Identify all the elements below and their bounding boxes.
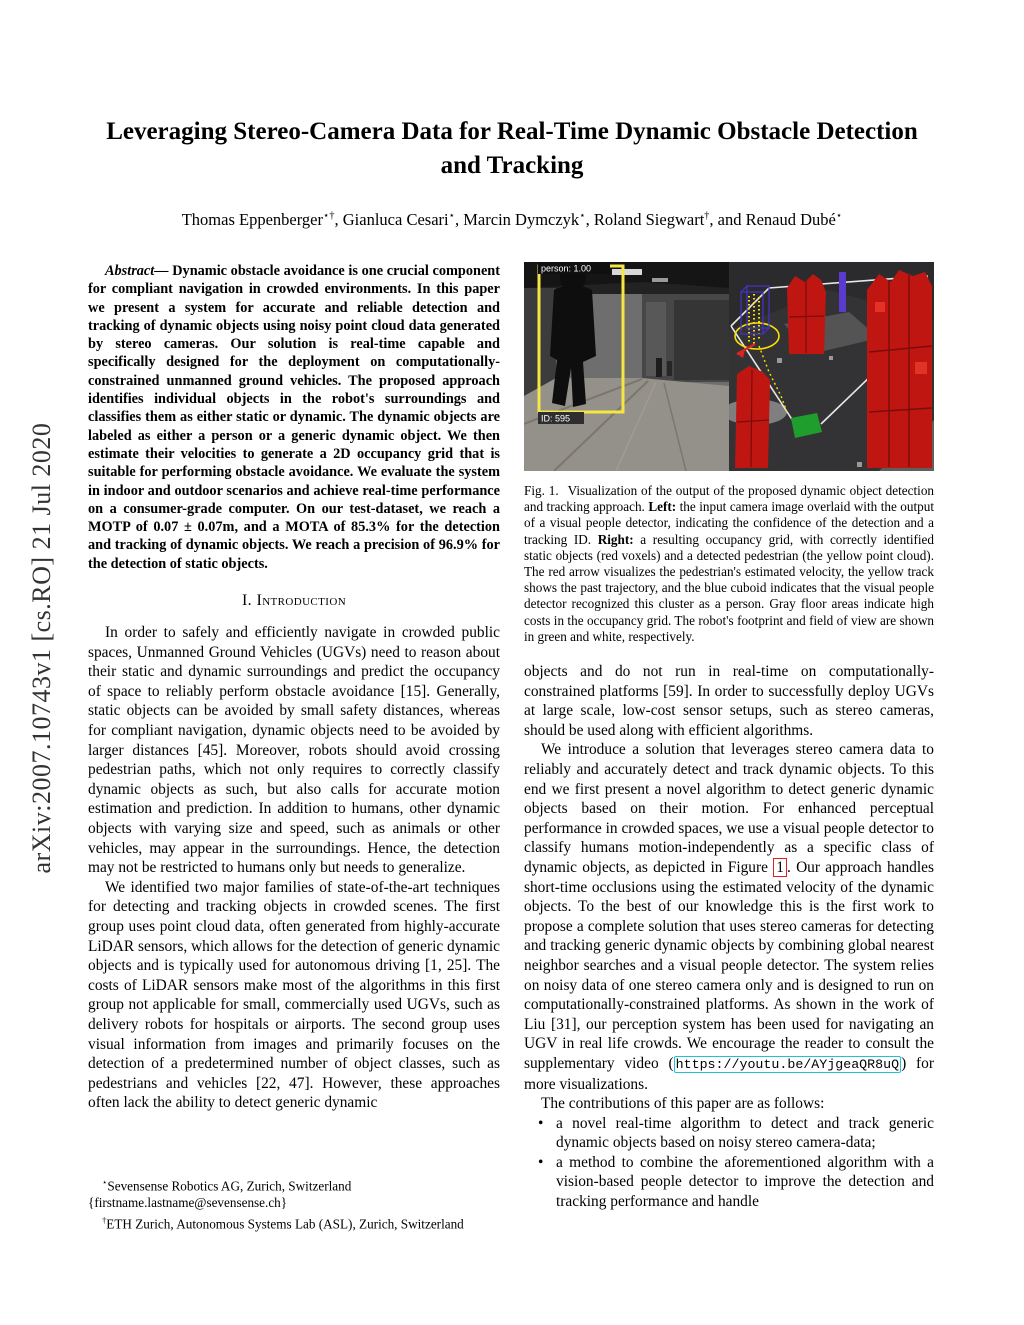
paragraph-text: We introduce a solution that leverages stereo camera data to reliably and accurately detect and track dynamic objects. To this end we first present a novel algorithm to detect generic dynamic objects based on their motion. For enhanced perceptual performance in crowded spaces, we use a visual people detector to classify humans motion-independently as a specific class of dynamic objects, as depicted in Figure [524,741,934,876]
author-affiliation-mark: ⋆ [835,210,843,222]
author-affiliation-mark: † [704,210,710,222]
intro-paragraph-1: In order to safely and efficiently navigate in crowded public spaces, Unmanned Ground Vehicles (UGVs) need to reason about their static and dynamic surroundings and predict the occupancy of space to reliably perform obstacle avoidance [15]. Generally, static objects can be avoided by small safety distances, whereas for compliant navigation, dynamic objects need to be avoided by larger distances [45]. Moreover, robots should avoid crossing pedestrian paths, which not only requires to correctly classify dynamic objects as such, but also calls for accurate motion estimation and prediction. In addition to humans, other dynamic objects with varying size and speed, such as animals or other vehicles, may appear in the surroundings. Hence, the detection may not be restricted to humans only but needs to generalize. [88,624,500,877]
figure-caption [524,483,934,645]
author-name: , and Renaud Dubé [709,210,836,229]
purple-structure [839,272,846,312]
author-affiliation-mark: ⋆ [448,210,456,222]
body-paragraph-contribution [524,740,934,1094]
figure-caption-left-bold: Left: [648,499,677,515]
section-heading-introduction: I. Introduction [241,592,347,610]
left-column [88,262,500,1113]
contribution-bullet-1 [538,1114,934,1153]
footnote-mark: ⋆ [102,1177,108,1187]
bullet-icon: • [538,1153,544,1171]
distant-pedestrian [656,358,662,377]
author-affiliation-mark: ⋆† [323,210,335,222]
author-name: Thomas Eppenberger [181,210,323,229]
abstract-label: Abstract— [105,263,173,279]
footnote-text: ETH Zurich, Autonomous Systems Lab (ASL), Zurich, Switzerland [106,1215,464,1231]
distant-pedestrian [667,361,672,376]
figure-caption-text: Visualization of the output of the proposed dynamic object detection and tracking approach. [524,483,935,515]
arxiv-watermark: arXiv:2007.10743v1 [cs.RO] 21 Jul 2020 [27,422,56,874]
figure-caption-right-bold: Right: [597,531,634,547]
paper-title: Leveraging Stereo-Camera Data for Real-Time Dynamic Obstacle Detection and Tracking [106,118,918,179]
figure-caption-text: a resulting occupancy grid, with correctly identified static objects (red voxels) and a detected pedestrian (the yellow point cloud). The red arrow visualizes the pedestrian's estimated velocity, the yellow track shows the past trajectory, and the blue cuboid indicates that the visual people detector recognized this cluster as a person. Gray floor areas indicate high costs in the occupancy grid. The robot's footprint and field of view are shown in green and white, respectively. [524,531,934,644]
paragraph-text: ) for more visualizations. [524,1054,935,1093]
contributions-intro: The contributions of this paper are as follows: [541,1095,825,1113]
author-affiliation-mark: ⋆ [579,210,586,222]
intro-paragraph-2: We identified two major families of state-of-the-art techniques for detecting and tracking objects in crowded scenes. The first group uses point cloud data, often generated from highly-accurate LiDAR sensors, which allows for the detection of generic dynamic objects and is typically used for autonomous driving [1, 25]. The costs of LiDAR sensors make most of the algorithms in this first group not applicable for small, commercially used UGVs, such as delivery robots for hospitals or airports. The second group uses visual information from images and primarily focuses on the detection of a predetermined number of object classes, such as pedestrians and vehicles [22, 47]. However, these approaches often lack the ability to detect generic dynamic [88,878,501,1112]
author-name: , Roland Siegwart [585,210,705,229]
bullet-icon: • [538,1114,544,1132]
supplementary-video-link[interactable]: https://youtu.be/AYjgeaQR8uQ [675,1056,900,1072]
footnote-affiliation-1 [88,1174,500,1195]
footnote-mark: † [102,1214,107,1225]
author-line [92,210,932,230]
abstract-paragraph [88,262,500,573]
paragraph-text: . Our approach handles short-time occlusions using the estimated velocity of the dynamic objects. To the best of our knowledge this is the first work to propose a complete solution that uses stereo cameras for detecting and tracking generic dynamic objects by combining global nearest neighbor searches and a visual people detector. The system relies on noisy data of one stereo camera only and is designed to run on computationally-constrained platforms. As shown in the work of Liu [31], our perception system has been used for navigating an UGV in real life crowds. We encourage the reader to consult the supplementary video ( [524,858,934,1072]
figure-caption-text: the input camera image overlaid with the output of a visual people detector, indicating the confidence of the detection and a tracking ID. [524,499,934,547]
footnotes [88,1174,500,1233]
footnote-affiliation-2 [88,1212,500,1233]
bullet-text: a novel real-time algorithm to detect and track generic dynamic objects based on noisy stereo camera-data; [556,1114,934,1152]
figure-caption-label: Fig. 1. [524,483,559,498]
author-name: , Gianluca Cesari [334,210,449,229]
footnote-text: Sevensense Robotics AG, Zurich, Switzerland [107,1178,352,1194]
figure-occupancy-grid [729,262,934,471]
body-paragraph-continuation: objects and do not run in real-time on computationally-constrained platforms [59]. In order to successfully deploy UGVs at large scale, low-cost sensor setups, such as stereo cameras, should be used along with efficient algorithms. [524,663,934,739]
abstract-text: Dynamic obstacle avoidance is one crucial component for compliant navigation in crowded environments. In this paper we present a system for accurate and reliable detection and tracking of dynamic objects using noisy point cloud data generated by stereo cameras. Our solution is real-time capable and specifically designed for the deployment on computationally-constrained unmanned ground vehicles. The proposed approach identifies individual objects in the robot's surroundings and classifies them as either static or dynamic. The dynamic objects are labeled as either a person or a generic dynamic object. We then estimate their velocities to generate a 2D occupancy grid that is suitable for performing obstacle avoidance. We evaluate the system in indoor and outdoor scenarios and achieve real-time performance on a consumer-grade computer. On our test-dataset, we reach a MOTP of 0.07 ± 0.07m, and a MOTA of 85.3% for the detection and tracking of dynamic objects. We reach a precision of 96.9% for the detection of static objects. [88,263,500,572]
bullet-text: a method to combine the aforementioned algorithm with a vision-based people detector to improve the detection and tracking performance and handle [556,1153,934,1211]
detection-confidence-label: person: 1.00 [541,263,592,274]
figure-camera-image [524,262,729,471]
author-name: , Marcin Dymczyk [455,210,580,229]
right-column [524,262,934,1212]
contribution-bullet-2 [538,1153,934,1212]
footnote-email: {firstname.lastname@sevensense.ch} [88,1194,288,1210]
tracking-id-label: ID: 595 [541,413,571,424]
figure-1 [524,262,934,471]
figure-1-reference-link[interactable]: 1 [773,858,787,877]
